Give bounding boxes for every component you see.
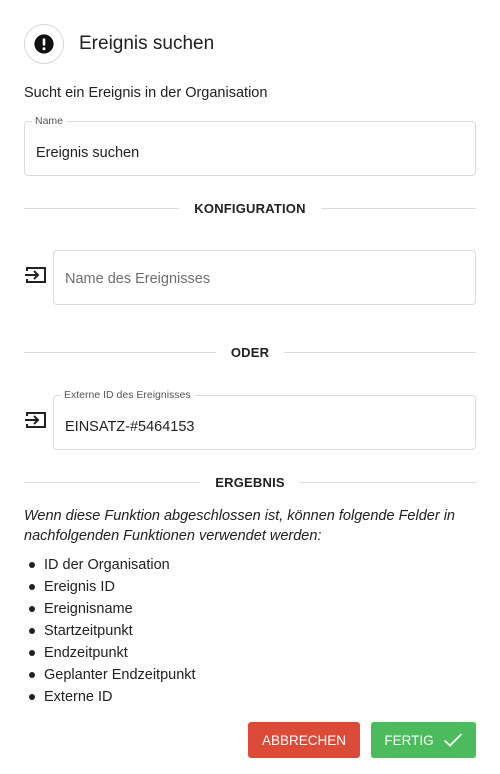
section-title-configuration: KONFIGURATION [194,200,306,216]
dialog-title: Ereignis suchen [79,33,215,54]
checkmark-icon [443,732,463,748]
section-divider-result [24,474,476,490]
divider-line [24,482,200,483]
name-field-value[interactable]: Ereignis suchen [36,145,140,161]
section-divider-configuration [24,200,476,216]
list-item-label: Ereignis ID [44,579,115,595]
list-item-label: Endzeitpunkt [44,645,128,661]
divider-line [24,208,179,209]
cancel-button[interactable] [248,722,360,758]
list-item-label: Externe ID [44,689,113,705]
list-item-label: Geplanter Endzeitpunkt [44,667,196,683]
bullet-icon [29,606,35,612]
section-title-result: ERGEBNIS [215,474,285,490]
divider-line [300,482,476,483]
bullet-icon [29,584,35,590]
list-item-label: Ereignisname [44,601,133,617]
name-field-label: Name [32,115,66,128]
done-button[interactable] [371,722,476,758]
divider-line [24,352,216,353]
list-item-label: Startzeitpunkt [44,623,133,639]
section-divider-or [24,344,476,360]
name-field[interactable] [24,115,476,176]
divider-line [321,208,476,209]
divider-line [284,352,476,353]
input-arrow-icon [24,410,48,430]
bullet-icon [29,562,35,568]
event-name-placeholder: Name des Ereignisses [65,271,211,287]
result-description: Wenn diese Funktion abgeschlossen ist, können folgende Felder in nachfolgenden Funktionen verwendet werden: [24,508,455,544]
bullet-icon [29,694,35,700]
list-item [24,642,196,664]
list-item [24,598,196,620]
cancel-button-label: ABBRECHEN [261,732,347,748]
alert-circle-icon [24,24,64,64]
list-item [24,554,196,576]
bullet-icon [29,650,35,656]
list-item-label: ID der Organisation [44,557,170,573]
event-name-input[interactable] [53,250,476,305]
external-id-input[interactable] [53,389,476,450]
result-fields-list [24,554,196,708]
list-item [24,620,196,642]
input-arrow-icon [24,265,48,285]
external-id-value[interactable]: EINSATZ-#5464153 [65,419,195,435]
list-item [24,664,196,686]
dialog-description: Sucht ein Ereignis in der Organisation [24,85,268,101]
list-item [24,576,196,598]
dialog-header [24,24,214,64]
done-button-label: FERTIG [384,732,434,748]
bullet-icon [29,628,35,634]
list-item [24,686,196,708]
section-title-or: ODER [230,344,270,360]
bullet-icon [29,672,35,678]
external-id-label: Externe ID des Ereignisses [61,389,194,402]
